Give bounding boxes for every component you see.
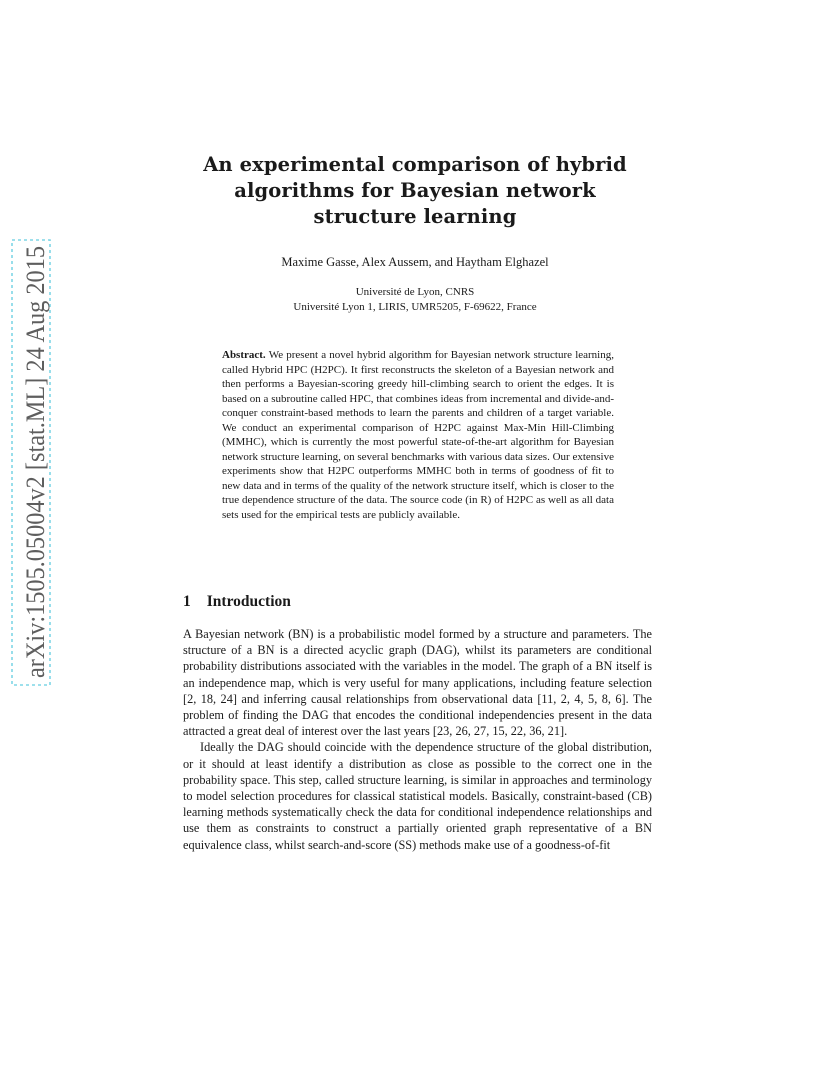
abstract [222,348,614,522]
section-title: Introduction [206,593,291,610]
section-number: 1 [183,593,191,610]
arxiv-stamp-graphic [0,0,60,1072]
arxiv-identifier: arXiv:1505.05004v2 [stat.ML] 24 Aug 2015 [21,215,50,678]
section-heading [183,593,291,611]
affiliation-line: Université Lyon 1, LIRIS, UMR5205, F-69622, France [293,301,537,313]
abstract-label: Abstract. [222,349,266,361]
title-line: structure learning [313,205,517,228]
body-paragraph: Ideally the DAG should coincide with the dependence structure of the global distribution, or it should at least identify a distribution as close as possible to the correct one in the probability space. This step, called structure learning, is similar in approaches and terminology to model selection procedures for classical statistical models. Basically, constraint-based (CB) learning methods systematically check the data for conditional independence relationships and use them as constraints to construct a partially oriented graph representative of a BN equivalence class, whilst search-and-score (SS) methods make use of a goodness-of-fit [183,740,652,852]
paper-authors: Maxime Gasse, Alex Aussem, and Haytham Elghazel [281,255,549,269]
arxiv-stamp [0,0,60,1072]
affiliation-line: Université de Lyon, CNRS [355,286,475,298]
abstract-text: We present a novel hybrid algorithm for Bayesian network structure learning, called Hybrid HPC (H2PC). It first reconstructs the skeleton of a Bayesian network and then performs a Bayesian-scoring greedy hill-climbing search to orient the edges. It is based on a subroutine called HPC, that combines ideas from incremental and divide-and-conquer constraint-based methods to learn the parents and children of a target variable. We conduct an experimental comparison of H2PC against Max-Min Hill-Climbing (MMHC), which is currently the most powerful state-of-the-art algorithm for Bayesian network structure learning, on several benchmarks with various data sizes. Our extensive experiments show that H2PC outperforms MMHC both in terms of goodness of fit to new data and in terms of the quality of the network structure itself, which is closer to the true dependence structure of the data. The source code (in R) of H2PC as well as all data sets used for the empirical tests are publicly available. [222,349,614,521]
title-line: An experimental comparison of hybrid [203,153,627,176]
paper-affiliation [180,285,650,315]
body-paragraph: A Bayesian network (BN) is a probabilistic model formed by a structure and parameters. The structure of a BN is a directed acyclic graph (DAG), whilst its parameters are conditional probability distributions associated with the variables in the model. The graph of a BN itself is an independence map, which is very useful for many applications, including feature selection [2, 18, 24] and inferring causal relationships from observational data [11, 2, 4, 5, 8, 6]. The problem of finding the DAG that encodes the conditional independencies present in the data attracted a great deal of interest over the last years [23, 26, 27, 15, 22, 36, 21]. [183,627,652,739]
title-line: algorithms for Bayesian network [234,179,596,202]
section-body [183,626,652,853]
paper-title [180,152,650,230]
